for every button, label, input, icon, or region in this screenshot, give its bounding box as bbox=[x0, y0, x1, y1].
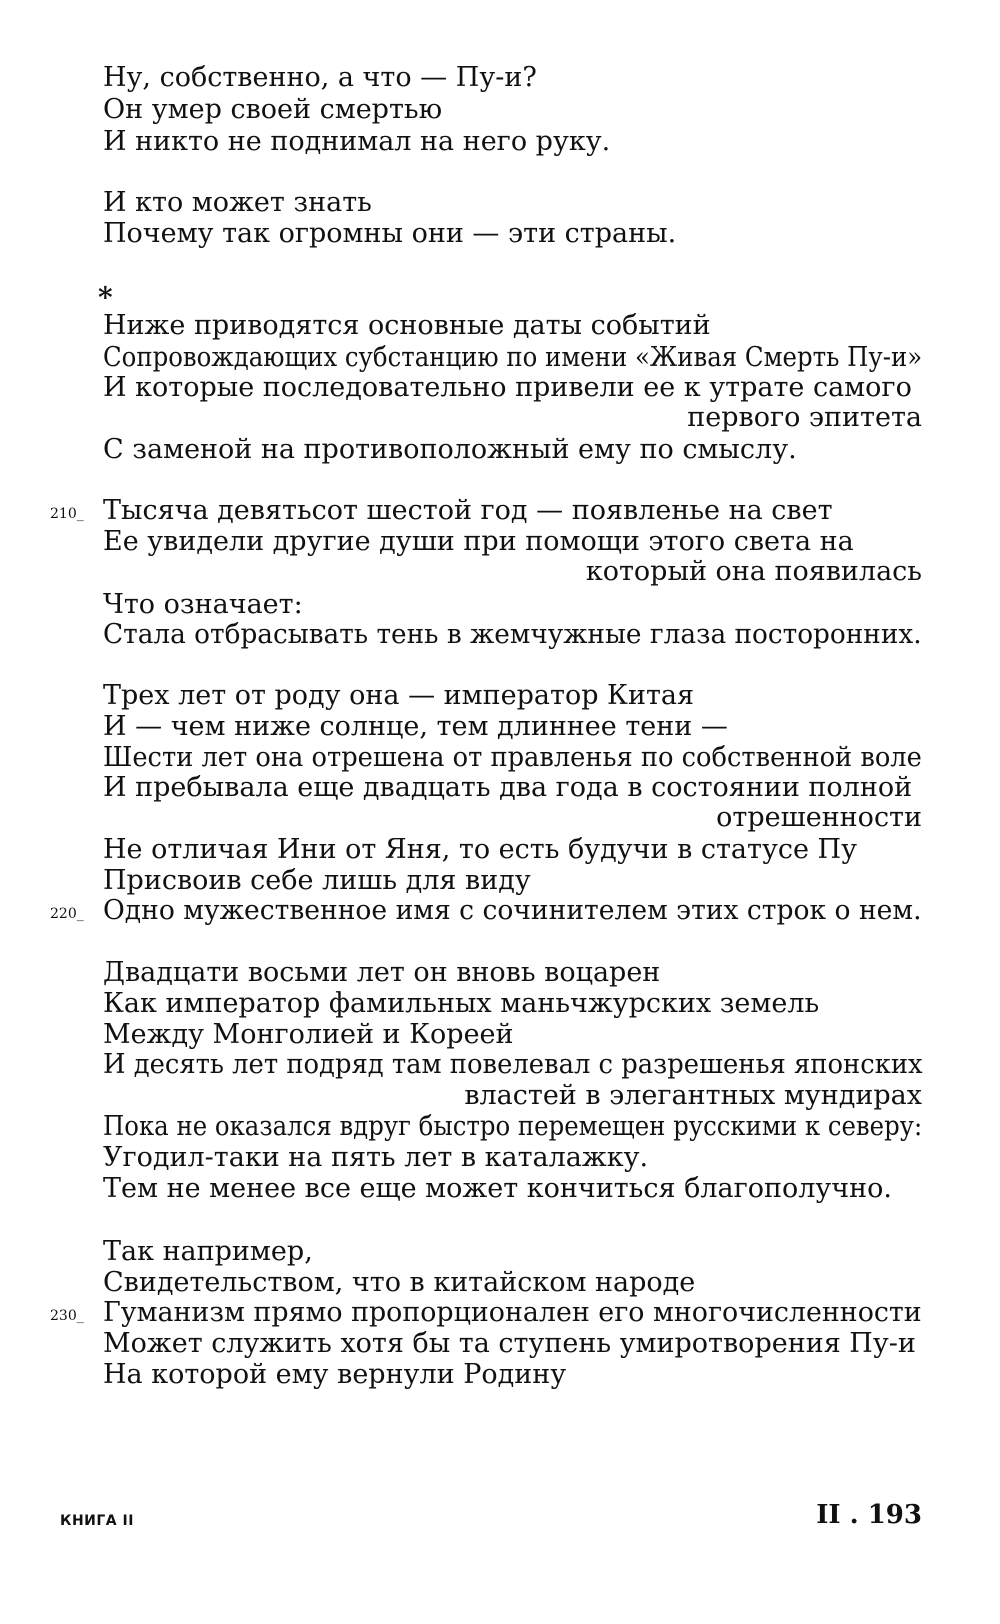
poem-line: Как император фамильных маньчжурских земель bbox=[103, 988, 820, 1019]
poem-line: Шести лет она отрешена от правленья по собственной воле bbox=[103, 742, 922, 773]
poem-line: Ниже приводятся основные даты событий bbox=[103, 310, 711, 341]
poem-line: Тысяча девятьсот шестой год — появленье на свет bbox=[103, 495, 833, 526]
poem-line: Почему так огромны они — эти страны. bbox=[103, 218, 677, 249]
poem-line: Угодил-таки на пять лет в каталажку. bbox=[103, 1142, 649, 1173]
poem-line-continuation: который она появилась bbox=[585, 556, 922, 587]
poem-line: Что означает: bbox=[103, 589, 303, 620]
poem-line: Присвоив себе лишь для виду bbox=[103, 865, 531, 896]
poem-line: И кто может знать bbox=[103, 187, 372, 218]
section-separator: * bbox=[98, 281, 113, 314]
poem-line-continuation: отрешенности bbox=[716, 802, 922, 833]
poem-line: Тем не менее все еще может кончиться благополучно. bbox=[103, 1173, 892, 1204]
page-number: II . 193 bbox=[816, 1500, 922, 1530]
poem-line: Трех лет от роду она — император Китая bbox=[103, 680, 695, 711]
poem-line: Гуманизм прямо пропорционален его многочисленности bbox=[103, 1297, 922, 1328]
poem-line: Пока не оказался вдруг быстро перемещен русскими к северу: bbox=[103, 1111, 923, 1142]
poem-line: На которой ему вернули Родину bbox=[103, 1359, 567, 1390]
line-number: 230_ bbox=[50, 1308, 84, 1324]
poem-line: Двадцати восьми лет он вновь воцарен bbox=[103, 957, 661, 988]
poem-line-continuation: властей в элегантных мундирах bbox=[464, 1080, 922, 1111]
poem-line: И — чем ниже солнце, тем длиннее тени — bbox=[103, 711, 728, 742]
poem-line: Не отличая Ини от Яня, то есть будучи в статусе Пу bbox=[103, 834, 857, 865]
poem-line: Может служить хотя бы та ступень умиротворения Пу-и bbox=[103, 1328, 916, 1359]
line-number: 210_ bbox=[50, 506, 84, 522]
poem-line: Между Монголией и Кореей bbox=[103, 1019, 514, 1050]
poem-line: И пребывала еще двадцать два года в состоянии полной bbox=[103, 772, 913, 803]
poem-line: Одно мужественное имя с сочинителем этих строк о нем. bbox=[103, 895, 922, 926]
poem-line: И которые последовательно привели ее к утрате самого bbox=[103, 372, 912, 403]
line-number: 220_ bbox=[50, 906, 84, 922]
poem-line: Ну, собственно, а что — Пу-и? bbox=[103, 62, 537, 93]
poem-line: Свидетельством, что в китайском народе bbox=[103, 1267, 696, 1298]
poem-line: Стала отбрасывать тень в жемчужные глаза посторонних. bbox=[103, 619, 922, 650]
poem-line: Так например, bbox=[103, 1236, 313, 1267]
poem-line: С заменой на противоположный ему по смыслу. bbox=[103, 434, 797, 465]
poem-line: И никто не поднимал на него руку. bbox=[103, 126, 611, 157]
poem-line: Ее увидели другие души при помощи этого света на bbox=[103, 526, 854, 557]
poem-line-continuation: первого эпитета bbox=[687, 402, 922, 433]
poem-line: И десять лет подряд там повелевал с разрешенья японских bbox=[103, 1049, 923, 1080]
running-footer-book: КНИГА II bbox=[60, 1513, 134, 1529]
poem-line: Сопровождающих субстанцию по имени «Живая Смерть Пу-и» bbox=[103, 342, 923, 373]
poem-line: Он умер своей смертью bbox=[103, 94, 443, 125]
